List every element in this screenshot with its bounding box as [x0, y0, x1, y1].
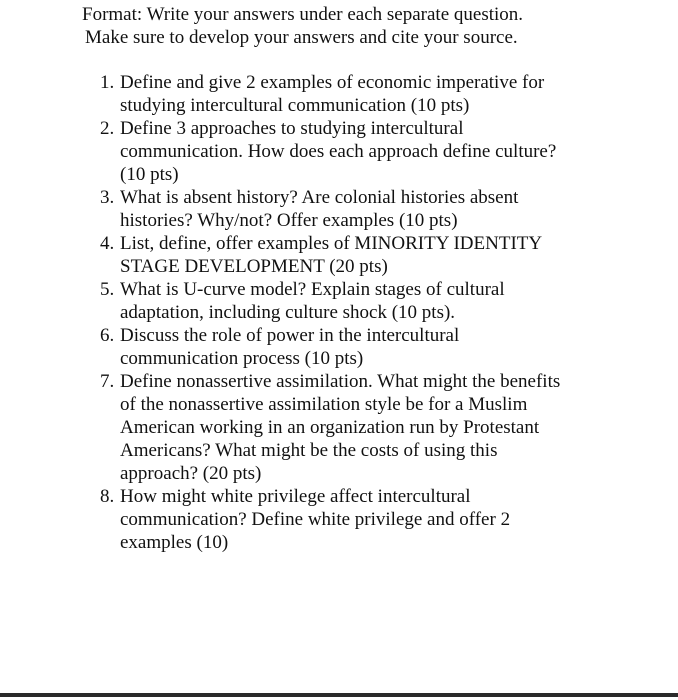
question-line: communication process (10 pts): [120, 348, 364, 369]
question-text: [120, 278, 600, 324]
bottom-divider: [0, 693, 678, 697]
question-number: 4.: [100, 233, 115, 254]
question-line: communication. How does each approach define culture?: [120, 141, 557, 162]
develop-instruction: Make sure to develop your answers and cite your source.: [85, 27, 518, 48]
question-line: Define 3 approaches to studying intercultural: [120, 118, 464, 139]
question-number: 8.: [100, 486, 115, 507]
question-item: [100, 278, 600, 324]
question-line: Americans? What might be the costs of using this: [120, 440, 498, 461]
question-line: American working in an organization run by Protestant: [120, 417, 540, 438]
question-text: [120, 324, 600, 370]
question-line: histories? Why/not? Offer examples (10 pts): [120, 210, 458, 231]
question-number: 2.: [100, 118, 115, 139]
format-instruction: Format: Write your answers under each separate question.: [82, 4, 524, 25]
question-line: Define and give 2 examples of economic imperative for: [120, 72, 545, 93]
question-item: [100, 186, 600, 232]
question-item: [100, 485, 600, 554]
question-line: What is U-curve model? Explain stages of cultural: [120, 279, 505, 300]
question-line: STAGE DEVELOPMENT (20 pts): [120, 256, 388, 277]
question-number: 5.: [100, 279, 115, 300]
question-line: What is absent history? Are colonial histories absent: [120, 187, 519, 208]
question-number: 6.: [100, 325, 115, 346]
question-text: [120, 485, 600, 554]
question-line: studying intercultural communication (10 pts): [120, 95, 470, 116]
question-number: 3.: [100, 187, 115, 208]
question-text: [120, 117, 600, 186]
question-number: 7.: [100, 371, 115, 392]
question-number: 1.: [100, 72, 115, 93]
question-line: approach? (20 pts): [120, 463, 262, 484]
question-line: examples (10): [120, 532, 229, 553]
question-line: List, define, offer examples of MINORITY IDENTITY: [120, 233, 543, 254]
question-text: [120, 71, 600, 117]
question-line: adaptation, including culture shock (10 pts).: [120, 302, 456, 323]
question-item: [100, 370, 600, 485]
question-line: of the nonassertive assimilation style be for a Muslim: [120, 394, 528, 415]
question-item: [100, 324, 600, 370]
question-item: [100, 71, 600, 117]
question-line: How might white privilege affect intercultural: [120, 486, 471, 507]
question-item: [100, 232, 600, 278]
question-text: [120, 186, 600, 232]
question-list: [100, 71, 600, 554]
question-text: [120, 232, 600, 278]
question-line: Define nonassertive assimilation. What might the benefits: [120, 371, 561, 392]
question-line: (10 pts): [120, 164, 179, 185]
question-text: [120, 370, 600, 485]
question-item: [100, 117, 600, 186]
question-line: Discuss the role of power in the intercultural: [120, 325, 460, 346]
instructions-header: [82, 3, 642, 49]
question-line: communication? Define white privilege and offer 2: [120, 509, 511, 530]
